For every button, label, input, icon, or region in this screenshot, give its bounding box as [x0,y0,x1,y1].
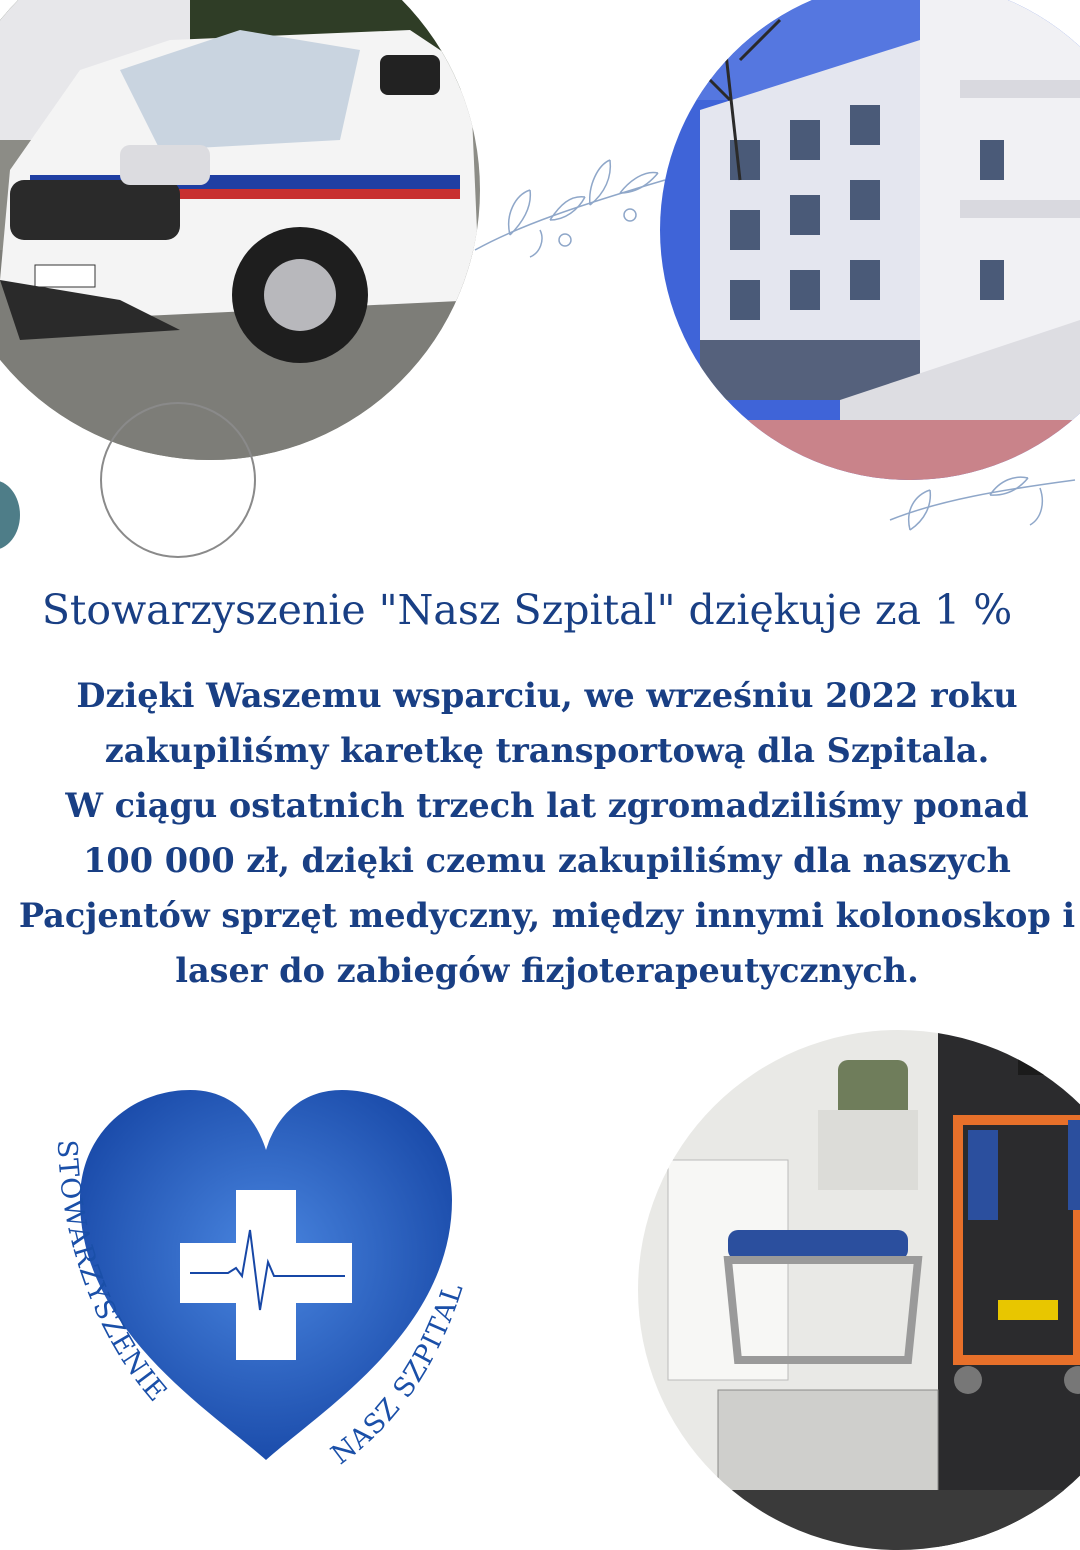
ambulance-photo [0,0,480,460]
body-line: Dzięki Waszemu wsparciu, we wrześniu 2022 roku [76,676,1018,715]
ambulance-interior-photo [638,1030,1080,1550]
hospital-building-photo [660,0,1080,480]
floral-decoration-bottom [880,440,1080,540]
floral-decoration-top [470,135,670,265]
logo-text-right: NASZ SZPITAL [325,1278,470,1471]
decorative-outline-circle [100,402,256,558]
body-line: zakupiliśmy karetkę transportową dla Szpitala. [104,731,990,770]
headline: Stowarzyszenie "Nasz Szpital" dziękuje za 1 % [41,586,1013,634]
logo-text-left: STOWARZYSZENIE [50,1139,173,1409]
body-line: W ciągu ostatnich trzech lat zgromadziliśmy ponad [65,786,1029,825]
decorative-teal-dot [0,480,20,550]
body-line: 100 000 zł, dzięki czemu zakupiliśmy dla naszych [83,841,1011,880]
body-line: Pacjentów sprzęt medyczny, między innymi kolonoskop i [18,896,1076,935]
association-heart-logo [40,1080,500,1480]
body-text [0,668,1080,998]
body-line: laser do zabiegów fizjoterapeutycznych. [175,951,919,990]
